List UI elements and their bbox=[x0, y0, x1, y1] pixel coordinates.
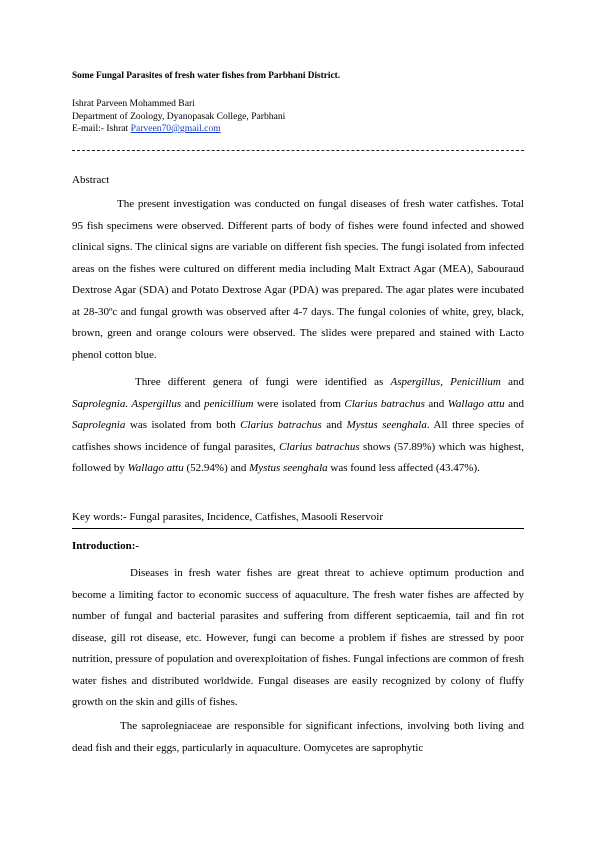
species-name: Clarius batrachus bbox=[344, 397, 425, 410]
text-run: were isolated from bbox=[253, 397, 345, 410]
genus-name: Saprolegnia bbox=[72, 419, 126, 431]
genus-name: Saprolegnia. Aspergillus bbox=[72, 397, 182, 410]
text-run: and bbox=[500, 376, 524, 388]
species-name: Clarius batrachus bbox=[279, 440, 360, 453]
text-run: and bbox=[321, 419, 347, 431]
paper-title: Some Fungal Parasites of fresh water fishes from Parbhani District. bbox=[72, 71, 341, 81]
author-name: Ishrat Parveen Mohammed Bari bbox=[72, 98, 195, 109]
species-name: Clarius batrachus bbox=[240, 419, 322, 431]
author-email bbox=[72, 123, 285, 136]
text-run: and bbox=[181, 397, 204, 410]
species-name: Mystus seenghala bbox=[346, 419, 427, 431]
species-name: Wallago attu bbox=[447, 397, 505, 410]
keywords-line: Key words:- Fungal parasites, Incidence, Catfishes, Masooli Reservoir bbox=[72, 511, 383, 523]
email-link[interactable]: Parveen70@gmail.com bbox=[130, 123, 221, 134]
text-run: and bbox=[504, 397, 524, 410]
introduction-paragraph-2: The saprolegniaceae are responsible for significant infections, involving both living and dead fish and their eggs, particularly in aquaculture. Oomycetes are saprophytic bbox=[72, 720, 524, 754]
genus-name: Aspergillus, Penicillium bbox=[390, 376, 501, 388]
abstract-heading: Abstract bbox=[72, 174, 110, 186]
text-run: was found less affected (43.47%). bbox=[327, 462, 480, 474]
introduction-paragraph-1: Diseases in fresh water fishes are great threat to achieve optimum production and become a limiting factor to economic success of aquaculture. The fresh water fishes are affected by number of fungal and bacterial parasites and suffering from different septicaemia, tail and fin rot disease, gill rot disease, etc. However, fungi can become a problem if fishes are stressed by poor nutrition, pressure of population and overexploitation of fishes. Fungal infections are common of fresh water fishes and distributed worldwide. Fungal diseases are easily recognized by colony of fluffy growth on the skin and gills of fishes. bbox=[72, 567, 524, 708]
text-run: . All three species of catfishes shows incidence of fungal parasites, bbox=[72, 419, 525, 453]
species-name: Mystus seenghala bbox=[249, 462, 328, 474]
email-prefix: E-mail:- Ishrat bbox=[72, 123, 131, 134]
text-run: was isolated from both bbox=[125, 419, 241, 431]
horizontal-rule bbox=[72, 528, 524, 529]
introduction-heading: Introduction:- bbox=[72, 540, 140, 552]
text-run: Three different genera of fungi were identified as bbox=[135, 376, 391, 388]
author-block bbox=[72, 98, 285, 136]
species-name: Wallago attu bbox=[127, 462, 184, 474]
author-department: Department of Zoology, Dyanopasak College, Parbhani bbox=[72, 110, 286, 122]
genus-name: penicillium bbox=[203, 397, 254, 410]
text-run: shows (57.89%) which was highest, followed by bbox=[72, 440, 524, 474]
abstract-paragraph-1: The present investigation was conducted on fungal diseases of fresh water catfishes. Total 95 fish specimens were observed. Different parts of body of fishes were found infected and showed clinical signs. The clinical signs are variable on different fish species. The fungi isolated from infected areas on the fishes were cultured on different media including Malt Extract Agar (MEA), Sabouraud Dextrose Agar (SDA) and Potato Dextrose Agar (PDA) was prepared. The agar plates were incubated at 28-30ºc and fungal growth was observed after 4-7 days. The fungal colonies of white, grey, black, brown, green and orange colours were observed. The slides were prepared and stained with Lacto phenol cotton blue. bbox=[72, 198, 524, 361]
abstract-paragraph-2 bbox=[72, 372, 524, 480]
text-run: and bbox=[424, 397, 448, 410]
dashed-separator bbox=[72, 150, 524, 151]
text-run: (52.94%) and bbox=[183, 462, 250, 474]
